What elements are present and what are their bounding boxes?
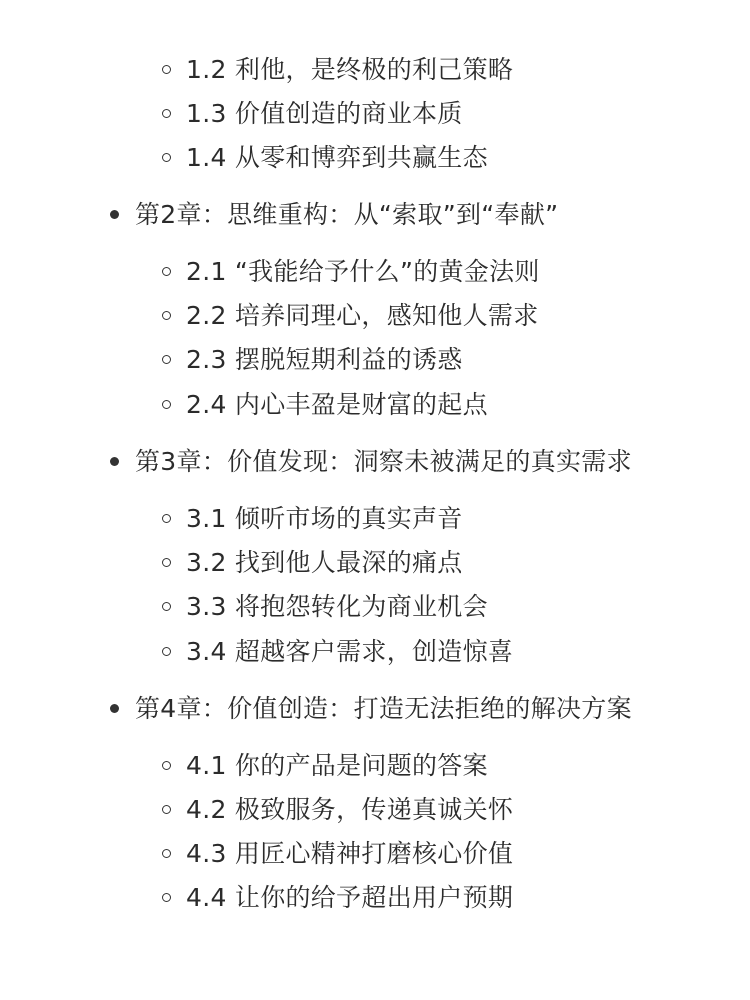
section-title: 3.2 找到他人最深的痛点	[186, 548, 463, 577]
list-item-chapter	[110, 446, 632, 478]
hollow-bullet-icon	[162, 805, 171, 814]
hollow-bullet-icon	[162, 647, 171, 656]
hollow-bullet-icon	[162, 65, 171, 74]
list-item-section	[162, 344, 463, 376]
section-title: 1.2 利他，是终极的利己策略	[186, 55, 514, 84]
section-title: 4.4 让你的给予超出用户预期	[186, 883, 514, 912]
chapter-title: 第3章：价值发现：洞察未被满足的真实需求	[135, 447, 632, 476]
list-item-chapter	[110, 693, 632, 725]
chapter-title: 第4章：价值创造：打造无法拒绝的解决方案	[135, 694, 632, 723]
list-item-section	[162, 256, 540, 288]
hollow-bullet-icon	[162, 400, 171, 409]
list-item-section	[162, 838, 513, 870]
list-item-section	[162, 750, 488, 782]
list-item-section	[162, 636, 513, 668]
list-item-section	[162, 142, 488, 174]
section-title: 4.2 极致服务，传递真诚关怀	[186, 795, 514, 824]
section-title: 1.3 价值创造的商业本质	[186, 99, 463, 128]
list-item-section	[162, 389, 488, 421]
list-item-section	[162, 54, 513, 86]
list-item-section	[162, 591, 488, 623]
hollow-bullet-icon	[162, 893, 171, 902]
filled-bullet-icon	[110, 457, 119, 466]
list-item-chapter	[110, 199, 558, 231]
list-item-section	[162, 794, 513, 826]
hollow-bullet-icon	[162, 761, 171, 770]
list-item-section	[162, 882, 513, 914]
filled-bullet-icon	[110, 704, 119, 713]
section-title: 2.2 培养同理心，感知他人需求	[186, 301, 539, 330]
hollow-bullet-icon	[162, 267, 171, 276]
list-item-section	[162, 547, 463, 579]
hollow-bullet-icon	[162, 109, 171, 118]
section-title: 4.3 用匠心精神打磨核心价值	[186, 839, 514, 868]
hollow-bullet-icon	[162, 558, 171, 567]
section-title: 3.3 将抱怨转化为商业机会	[186, 592, 488, 621]
hollow-bullet-icon	[162, 602, 171, 611]
section-title: 2.4 内心丰盈是财富的起点	[186, 390, 488, 419]
hollow-bullet-icon	[162, 355, 171, 364]
chapter-title: 第2章：思维重构：从“索取”到“奉献”	[135, 200, 559, 229]
section-title: 1.4 从零和博弈到共赢生态	[186, 143, 488, 172]
section-title: 4.1 你的产品是问题的答案	[186, 751, 488, 780]
list-item-section	[162, 98, 463, 130]
hollow-bullet-icon	[162, 311, 171, 320]
section-title: 2.3 摆脱短期利益的诱惑	[186, 345, 463, 374]
filled-bullet-icon	[110, 210, 119, 219]
list-item-section	[162, 300, 539, 332]
hollow-bullet-icon	[162, 153, 171, 162]
section-title: 3.4 超越客户需求，创造惊喜	[186, 637, 514, 666]
hollow-bullet-icon	[162, 514, 171, 523]
section-title: 3.1 倾听市场的真实声音	[186, 504, 463, 533]
section-title: 2.1 “我能给予什么”的黄金法则	[186, 257, 540, 286]
list-item-section	[162, 503, 463, 535]
hollow-bullet-icon	[162, 849, 171, 858]
